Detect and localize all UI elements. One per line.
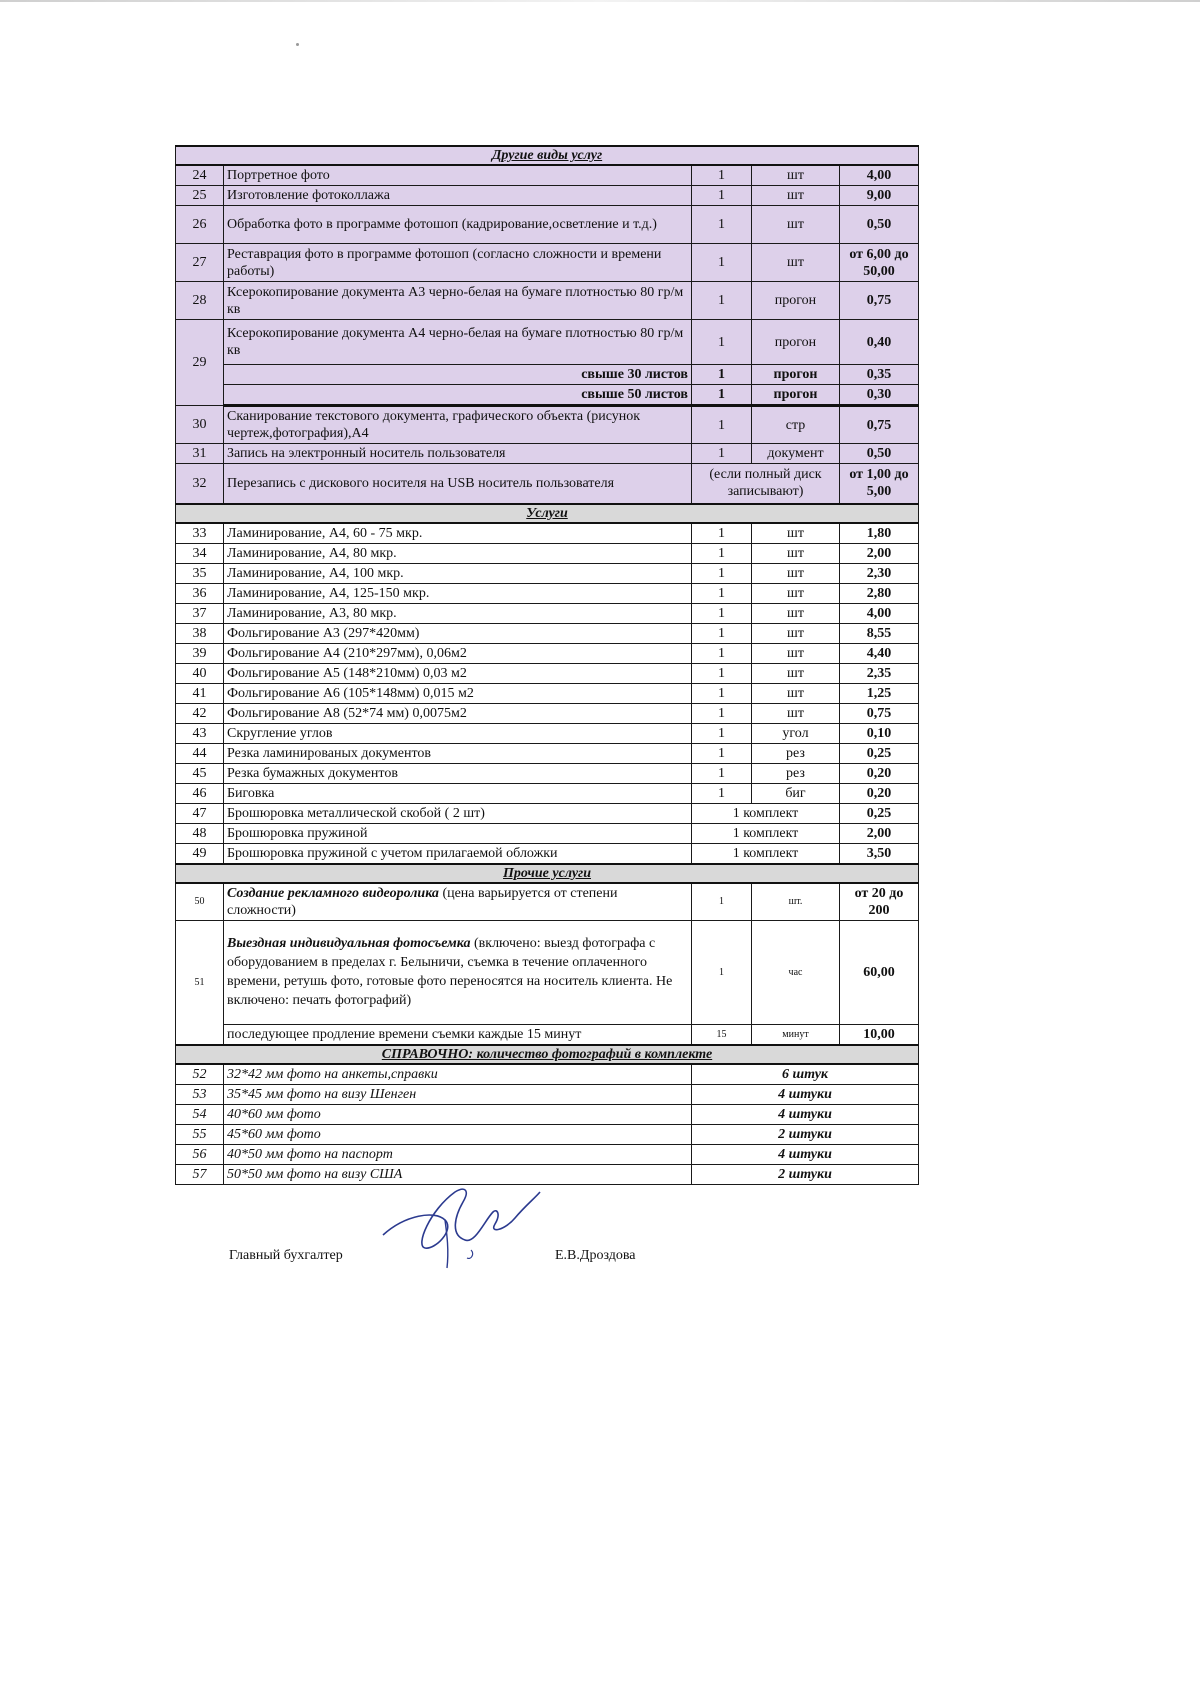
- row-description: Реставрация фото в программе фотошоп (согласно сложности и времени работы): [224, 244, 692, 282]
- row-number: 54: [176, 1104, 224, 1124]
- row-quantity: 1: [692, 244, 752, 282]
- row-unit: шт: [752, 523, 840, 544]
- row-quantity: 1: [692, 282, 752, 320]
- row-number: 27: [176, 244, 224, 282]
- row-unit: шт: [752, 583, 840, 603]
- row-description: [224, 920, 692, 1024]
- row-description: свыше 50 листов: [224, 385, 692, 406]
- table-row: [176, 783, 919, 803]
- row-unit: шт: [752, 563, 840, 583]
- row-quantity: 1: [692, 563, 752, 583]
- section-header-other: [176, 146, 919, 165]
- row-number: 52: [176, 1064, 224, 1085]
- section-header-services: [176, 504, 919, 523]
- row-number: 33: [176, 523, 224, 544]
- row-quantity: 1: [692, 703, 752, 723]
- table-row: [176, 1124, 919, 1144]
- table-row: [176, 763, 919, 783]
- row-description: Портретное фото: [224, 165, 692, 186]
- row-number: 36: [176, 583, 224, 603]
- row-number: 25: [176, 186, 224, 206]
- row-description: Ламинирование, А4, 100 мкр.: [224, 563, 692, 583]
- row-price: 0,35: [840, 365, 919, 385]
- row-quantity: (если полный диск записывают): [692, 464, 840, 504]
- row-price: 9,00: [840, 186, 919, 206]
- row-quantity: 1: [692, 663, 752, 683]
- misc-group: [176, 864, 919, 1064]
- row-price: 0,30: [840, 385, 919, 406]
- signature-title: Главный бухгалтер: [229, 1248, 343, 1263]
- row-quantity: 4 штуки: [692, 1144, 919, 1164]
- row-number: 29: [176, 320, 224, 406]
- row-description: 35*45 мм фото на визу Шенген: [224, 1084, 692, 1104]
- row-price: 0,10: [840, 723, 919, 743]
- row-quantity: 1: [692, 583, 752, 603]
- row-unit: прогон: [752, 320, 840, 365]
- row-quantity: 1: [692, 543, 752, 563]
- binding-group: [176, 803, 919, 864]
- row-description: Запись на электронный носитель пользователя: [224, 444, 692, 464]
- row-price: от 20 до 200: [840, 883, 919, 921]
- table-row: [176, 623, 919, 643]
- row-quantity: 1: [692, 165, 752, 186]
- table-row: [176, 244, 919, 282]
- table-row: [176, 663, 919, 683]
- signature-name: Е.В.Дроздова: [555, 1248, 636, 1263]
- row-number: 56: [176, 1144, 224, 1164]
- row-description: Брошюровка металлической скобой ( 2 шт): [224, 803, 692, 823]
- section-title: Прочие услуги: [176, 864, 919, 883]
- table-row: [176, 523, 919, 544]
- row-number: 32: [176, 464, 224, 504]
- row-description: Резка бумажных документов: [224, 763, 692, 783]
- row-description: свыше 30 листов: [224, 365, 692, 385]
- row-description: Ламинирование, А4, 125-150 мкр.: [224, 583, 692, 603]
- row-description: Ксерокопирование документа А4 черно-белая на бумаге плотностью 80 гр/м кв: [224, 320, 692, 365]
- row-price: 0,20: [840, 783, 919, 803]
- row-description: Фольгирование А8 (52*74 мм) 0,0075м2: [224, 703, 692, 723]
- row-quantity: 1 комплект: [692, 803, 840, 823]
- table-row: [176, 406, 919, 444]
- row-price: 0,25: [840, 803, 919, 823]
- row-description: Ламинирование, А4, 80 мкр.: [224, 543, 692, 563]
- table-subrow: [176, 385, 919, 406]
- row-number: 53: [176, 1084, 224, 1104]
- table-row: [176, 186, 919, 206]
- table-row: [176, 464, 919, 504]
- row-price: 60,00: [840, 920, 919, 1024]
- row-description-emphasis: Выездная индивидуальная фотосъемка: [227, 936, 471, 951]
- row-quantity: 1: [692, 444, 752, 464]
- row-description: Биговка: [224, 783, 692, 803]
- row-quantity: 1: [692, 763, 752, 783]
- row-unit: биг: [752, 783, 840, 803]
- row-quantity: 4 штуки: [692, 1104, 919, 1124]
- row-quantity: 4 штуки: [692, 1084, 919, 1104]
- row-description: Обработка фото в программе фотошоп (кадрирование,осветление и т.д.): [224, 206, 692, 244]
- row-quantity: 1: [692, 206, 752, 244]
- row-price: 2,00: [840, 823, 919, 843]
- table-row: [176, 543, 919, 563]
- row-price: 0,75: [840, 406, 919, 444]
- signature-block: [175, 1180, 918, 1270]
- table-row: [176, 603, 919, 623]
- row-number: 41: [176, 683, 224, 703]
- row-quantity: 1: [692, 385, 752, 406]
- row-price: 8,55: [840, 623, 919, 643]
- row-number: 57: [176, 1164, 224, 1184]
- row-description: Брошюровка пружиной с учетом прилагаемой обложки: [224, 843, 692, 864]
- row-price: 0,75: [840, 703, 919, 723]
- row-unit: рез: [752, 743, 840, 763]
- row-unit: шт: [752, 244, 840, 282]
- table-row: [176, 1064, 919, 1085]
- row-number: 37: [176, 603, 224, 623]
- row-number: 40: [176, 663, 224, 683]
- row-price: 0,50: [840, 206, 919, 244]
- row-price: 1,25: [840, 683, 919, 703]
- row-description: последующее продление времени съемки каждые 15 минут: [224, 1024, 692, 1045]
- row-unit: шт: [752, 165, 840, 186]
- row-quantity: 1: [692, 743, 752, 763]
- row-quantity: 1 комплект: [692, 843, 840, 864]
- row-quantity: 1: [692, 623, 752, 643]
- table-subrow: [176, 1024, 919, 1045]
- row-price: 1,80: [840, 523, 919, 544]
- row-price: 4,40: [840, 643, 919, 663]
- price-list-sheet: [175, 145, 918, 1185]
- row-number: 42: [176, 703, 224, 723]
- row-description-emphasis: Создание рекламного видеоролика: [227, 885, 439, 901]
- row-price: 0,40: [840, 320, 919, 365]
- row-price: 4,00: [840, 165, 919, 186]
- row-number: 28: [176, 282, 224, 320]
- table-row: [176, 1144, 919, 1164]
- row-quantity: 1: [692, 186, 752, 206]
- table-row: [176, 1084, 919, 1104]
- row-unit: прогон: [752, 282, 840, 320]
- row-description: 45*60 мм фото: [224, 1124, 692, 1144]
- row-quantity: 2 штуки: [692, 1124, 919, 1144]
- row-quantity: 1: [692, 365, 752, 385]
- row-price: 2,00: [840, 543, 919, 563]
- scan-dust-speck: [296, 43, 299, 46]
- table-row: [176, 165, 919, 186]
- table-row: [176, 823, 919, 843]
- row-description-rest: (включено: выезд фотографа с оборудованием в пределах г. Белыничи, съемка в течение оплаченного времени, ретушь фото, готовые фото переносятся на носитель клиента. Не включено: печать фотографий): [227, 936, 673, 1008]
- row-unit: шт: [752, 623, 840, 643]
- row-description: Фольгирование А6 (105*148мм) 0,015 м2: [224, 683, 692, 703]
- row-description: 50*50 мм фото на визу США: [224, 1164, 692, 1184]
- table-row: [176, 563, 919, 583]
- row-quantity: 1: [692, 320, 752, 365]
- row-price: от 6,00 до 50,00: [840, 244, 919, 282]
- row-price: 0,50: [840, 444, 919, 464]
- row-unit: прогон: [752, 385, 840, 406]
- row-29-group: [176, 320, 919, 523]
- table-row: [176, 743, 919, 763]
- row-quantity: 1: [692, 783, 752, 803]
- row-description: Фольгирование А4 (210*297мм), 0,06м2: [224, 643, 692, 663]
- row-price: 4,00: [840, 603, 919, 623]
- row-quantity: 1: [692, 723, 752, 743]
- row-price: 10,00: [840, 1024, 919, 1045]
- row-unit: шт: [752, 663, 840, 683]
- row-price: 2,35: [840, 663, 919, 683]
- row-description: Сканирование текстового документа, графического объекта (рисунок чертеж,фотография),А4: [224, 406, 692, 444]
- row-number: 46: [176, 783, 224, 803]
- row-price: 2,30: [840, 563, 919, 583]
- row-number: 38: [176, 623, 224, 643]
- table-row: [176, 843, 919, 864]
- row-price: 2,80: [840, 583, 919, 603]
- price-table: [175, 145, 919, 1185]
- row-unit: шт: [752, 186, 840, 206]
- row-unit: прогон: [752, 365, 840, 385]
- row-quantity: 6 штук: [692, 1064, 919, 1085]
- row-number: 35: [176, 563, 224, 583]
- row-number: 34: [176, 543, 224, 563]
- table-row: [176, 583, 919, 603]
- reference-group: [176, 1064, 919, 1185]
- row-quantity: 1: [692, 603, 752, 623]
- row-description: 40*60 мм фото: [224, 1104, 692, 1124]
- row-description: Ламинирование, А4, 60 - 75 мкр.: [224, 523, 692, 544]
- row-number: 47: [176, 803, 224, 823]
- row-unit: угол: [752, 723, 840, 743]
- row-description: Изготовление фотоколлажа: [224, 186, 692, 206]
- row-description: Фольгирование А3 (297*420мм): [224, 623, 692, 643]
- section-title: Другие виды услуг: [176, 146, 919, 165]
- table-row: [176, 643, 919, 663]
- table-row: [176, 1104, 919, 1124]
- row-unit: рез: [752, 763, 840, 783]
- row-quantity: 1: [692, 683, 752, 703]
- row-quantity: 1: [692, 883, 752, 921]
- table-row: [176, 444, 919, 464]
- table-row: [176, 703, 919, 723]
- row-description: Перезапись с дискового носителя на USB носитель пользователя: [224, 464, 692, 504]
- table-row: [176, 883, 919, 921]
- row-quantity: 1: [692, 643, 752, 663]
- row-number: 24: [176, 165, 224, 186]
- row-description-rest: (цена варьируется от степени сложности): [227, 885, 618, 918]
- section-header-misc: [176, 864, 919, 883]
- row-description: Брошюровка пружиной: [224, 823, 692, 843]
- row-unit: шт: [752, 703, 840, 723]
- table-row: [176, 803, 919, 823]
- row-quantity: 2 штуки: [692, 1164, 919, 1184]
- signature-image: [375, 1180, 545, 1275]
- row-price: от 1,00 до 5,00: [840, 464, 919, 504]
- row-unit: шт: [752, 543, 840, 563]
- row-number: 50: [176, 883, 224, 921]
- row-unit: минут: [752, 1024, 840, 1045]
- row-number: 39: [176, 643, 224, 663]
- row-description: Резка ламинированых документов: [224, 743, 692, 763]
- section-title: СПРАВОЧНО: количество фотографий в комплекте: [176, 1045, 919, 1064]
- services-group: [176, 523, 919, 804]
- row-unit: шт: [752, 683, 840, 703]
- row-unit: документ: [752, 444, 840, 464]
- row-unit: шт: [752, 643, 840, 663]
- row-number: 49: [176, 843, 224, 864]
- row-number: 45: [176, 763, 224, 783]
- row-description: 40*50 мм фото на паспорт: [224, 1144, 692, 1164]
- row-unit: стр: [752, 406, 840, 444]
- row-description: [224, 883, 692, 921]
- row-price: 0,75: [840, 282, 919, 320]
- row-description: Ксерокопирование документа А3 черно-белая на бумаге плотностью 80 гр/м кв: [224, 282, 692, 320]
- table-row: [176, 282, 919, 320]
- row-quantity: 1: [692, 406, 752, 444]
- table-row: [176, 206, 919, 244]
- table-subrow: [176, 365, 919, 385]
- row-number: 31: [176, 444, 224, 464]
- row-quantity: 15: [692, 1024, 752, 1045]
- scan-edge: [0, 0, 1200, 2]
- table-row: [176, 320, 919, 365]
- table-row: [176, 920, 919, 1024]
- row-unit: шт.: [752, 883, 840, 921]
- row-price: 0,20: [840, 763, 919, 783]
- table-row: [176, 683, 919, 703]
- section-header-reference: [176, 1045, 919, 1064]
- row-description: Ламинирование, А3, 80 мкр.: [224, 603, 692, 623]
- row-description: Фольгирование А5 (148*210мм) 0,03 м2: [224, 663, 692, 683]
- section-title: Услуги: [176, 504, 919, 523]
- row-number: 43: [176, 723, 224, 743]
- other-services-group: [176, 146, 919, 320]
- row-number: 44: [176, 743, 224, 763]
- row-description: 32*42 мм фото на анкеты,справки: [224, 1064, 692, 1085]
- table-row: [176, 723, 919, 743]
- row-number: 30: [176, 406, 224, 444]
- row-number: 51: [176, 920, 224, 1045]
- row-quantity: 1: [692, 523, 752, 544]
- row-number: 26: [176, 206, 224, 244]
- row-unit: шт: [752, 206, 840, 244]
- row-price: 0,25: [840, 743, 919, 763]
- row-price: 3,50: [840, 843, 919, 864]
- row-number: 48: [176, 823, 224, 843]
- row-quantity: 1: [692, 920, 752, 1024]
- row-description: Скругление углов: [224, 723, 692, 743]
- row-unit: шт: [752, 603, 840, 623]
- row-number: 55: [176, 1124, 224, 1144]
- row-unit: час: [752, 920, 840, 1024]
- row-quantity: 1 комплект: [692, 823, 840, 843]
